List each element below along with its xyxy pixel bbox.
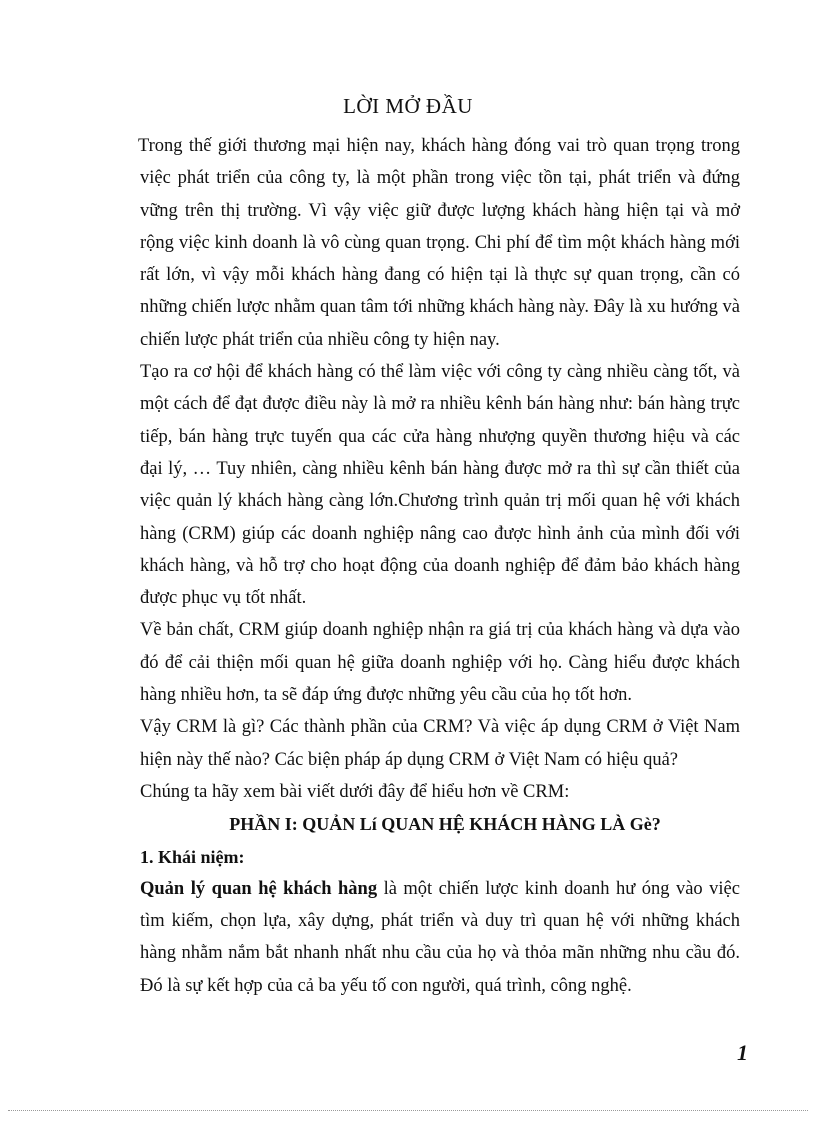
sub-heading: 1. Khái niệm:	[140, 846, 245, 867]
section-heading: PHẦN I: QUẢN Lí QUAN HỆ KHÁCH HÀNG LÀ Gè?	[229, 814, 661, 835]
paragraph-channels: Tạo ra cơ hội để khách hàng có thể làm việc với công ty càng nhiều càng tốt, và một cách để đạt được điều này là mở ra nhiều kênh bán hàng như: bán hàng trực tiếp, bán hàng trực tuyến qua các cửa hàng nhượng quyền thương hiệu và các đại lý, … Tuy nhiên, càng nhiều kênh bán hàng được mở ra thì sự cần thiết của việc quản lý khách hàng càng lớn.Chương trình quản trị mối quan hệ với khách hàng (CRM) giúp các doanh nghiệp nâng cao được hình ảnh của mình đối với khách hàng, và hỗ trợ cho hoạt động của doanh nghiệp để đảm bảo khách hàng được phục vụ tốt nhất.	[140, 362, 740, 609]
document-body	[140, 130, 740, 1002]
paragraph-definition	[140, 873, 740, 1002]
page-number: 1	[737, 1040, 748, 1065]
definition-text: là một chiến lược kinh doanh hư óng vào việc tìm kiếm, chọn lựa, xây dựng, phát triển và duy trì quan hệ với những khách hàng nhằm nắm bắt nhanh nhất nhu cầu của họ và thỏa mãn những nhu cầu đó. Đó là sự kết hợp của cả ba yếu tố con người, quá trình, công nghệ.	[140, 878, 740, 996]
paragraph-intro: Trong thế giới thương mại hiện nay, khách hàng đóng vai trò quan trọng trong việc phát triển của công ty, là một phần trong việc tồn tại, phát triển và đứng vững trên thị trường. Vì vậy việc giữ được lượng khách hàng hiện tại và mở rộng việc kinh doanh là vô cùng quan trọng. Chi phí để tìm một khách hàng mới rất lớn, vì vậy mỗi khách hàng đang có hiện tại là thực sự quan trọng, cần có những chiến lược nhằm quan tâm tới những khách hàng này. Đây là xu hướng và chiến lược phát triển của nhiều công ty hiện nay.	[138, 136, 740, 350]
paragraph-lead-in: Chúng ta hãy xem bài viết dưới đây để hiểu hơn về CRM:	[140, 781, 570, 802]
page-title: LỜI MỞ ĐẦU	[343, 94, 473, 118]
definition-term: Quản lý quan hệ khách hàng	[140, 878, 378, 899]
paragraph-nature: Về bản chất, CRM giúp doanh nghiệp nhận ra giá trị của khách hàng và dựa vào đó để cải thiện mối quan hệ giữa doanh nghiệp với họ. Càng hiểu được khách hàng nhiều hơn, ta sẽ đáp ứng được những yêu cầu của họ tốt hơn.	[140, 620, 740, 706]
paragraph-questions: Vậy CRM là gì? Các thành phần của CRM? Và việc áp dụng CRM ở Việt Nam hiện này thế nào? Các biện pháp áp dụng CRM ở Việt Nam có hiệu quả?	[140, 717, 740, 770]
page-bottom-divider	[8, 1110, 808, 1111]
